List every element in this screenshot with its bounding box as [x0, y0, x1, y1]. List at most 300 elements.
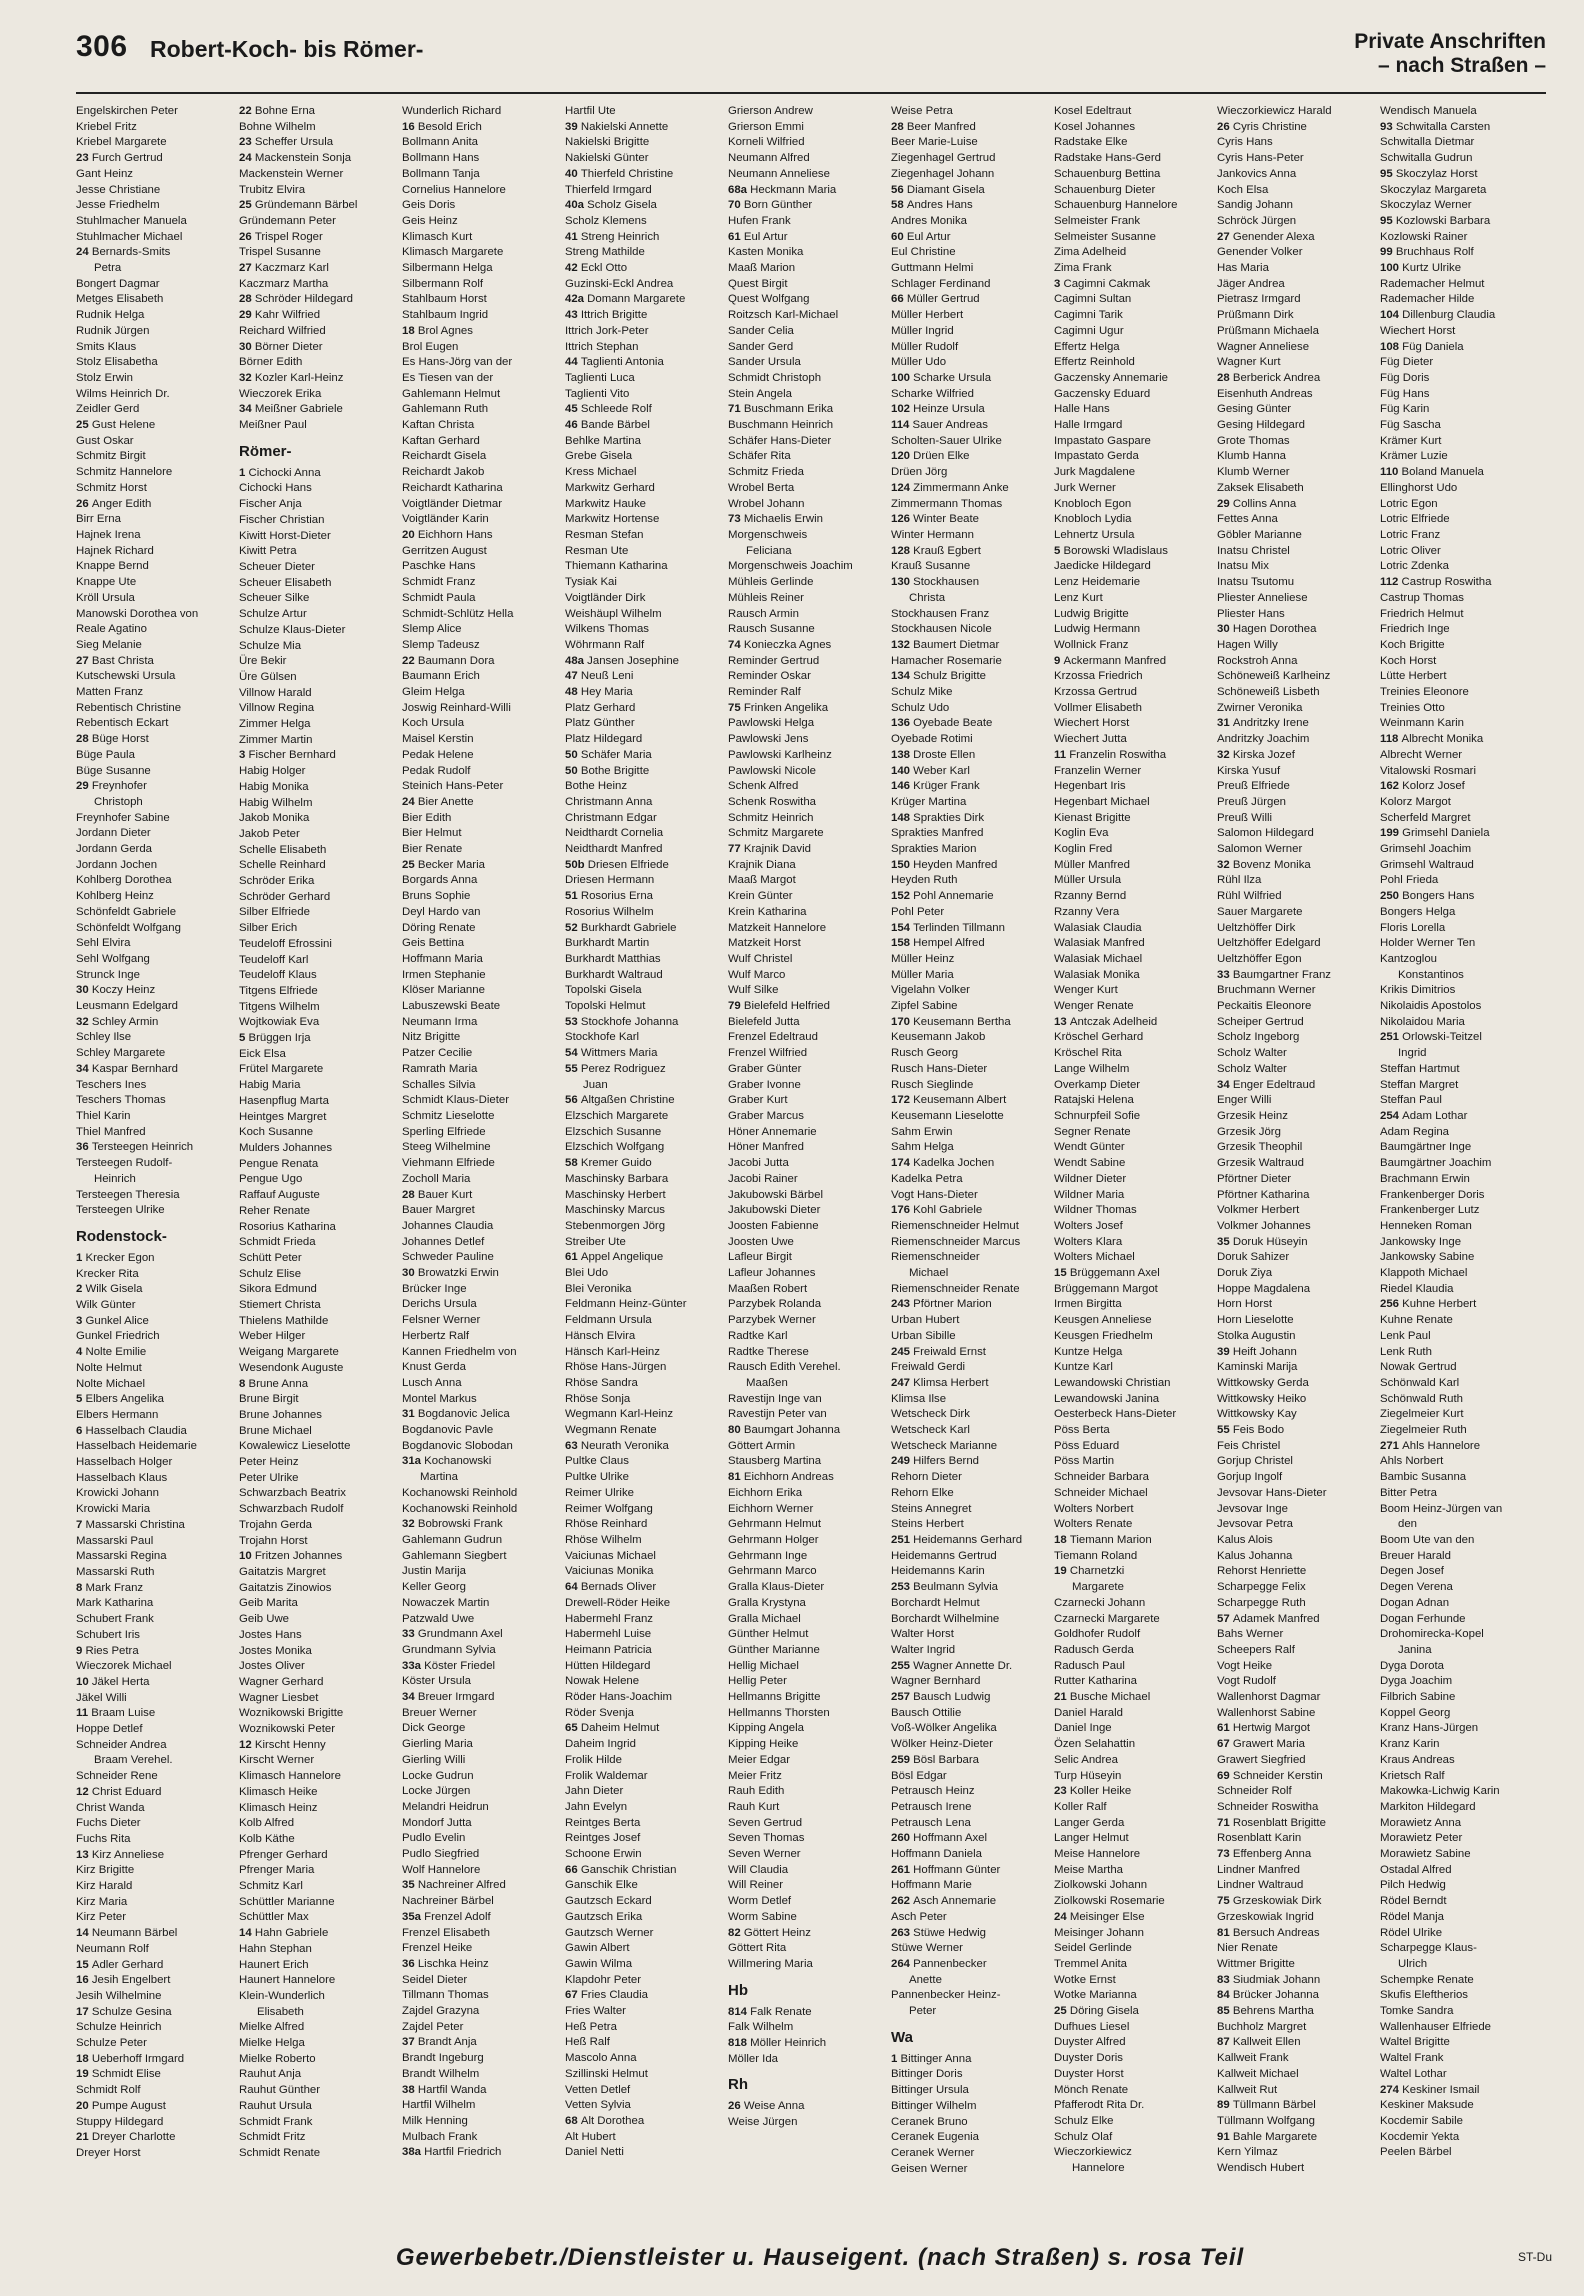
- resident-entry: Habig Wilhelm: [239, 796, 313, 809]
- resident-entry: Reimer Ulrike: [565, 1486, 634, 1499]
- resident-entry: Nowak Helene: [565, 1675, 640, 1688]
- house-number: 82: [728, 1926, 744, 1939]
- resident-entry: 27 Genender Alexa: [1217, 230, 1315, 243]
- resident-entry: Enger Willi: [1217, 1094, 1272, 1107]
- resident-entry: 50 Schäfer Maria: [565, 748, 652, 761]
- house-number: 114: [891, 419, 913, 432]
- resident-entry: Eisenhuth Andreas: [1217, 387, 1313, 400]
- resident-entry: Hahn Stephan: [239, 1942, 312, 1955]
- resident-entry: Stausberg Martina: [728, 1455, 822, 1468]
- house-number: 28: [76, 733, 92, 746]
- resident-entry: Wetscheck Karl: [891, 1424, 970, 1437]
- resident-entry: Franzelin Werner: [1054, 764, 1142, 777]
- entry-continuation: Janina: [1398, 1643, 1432, 1656]
- resident-entry: Ellinghorst Udo: [1380, 481, 1458, 494]
- resident-entry: 8 Brune Anna: [239, 1377, 309, 1390]
- house-number: 81: [1217, 1926, 1233, 1939]
- resident-entry: Lotric Elfriede: [1380, 513, 1450, 526]
- resident-entry: Steffan Paul: [1380, 1094, 1442, 1107]
- house-number: 23: [239, 136, 255, 149]
- resident-entry: Hänsch Karl-Heinz: [565, 1345, 660, 1358]
- house-number: 2: [76, 1283, 86, 1296]
- resident-entry: Grebe Gisela: [565, 450, 633, 463]
- resident-entry: Göttert Armin: [728, 1439, 796, 1452]
- house-number: 70: [728, 199, 744, 212]
- resident-entry: Mark Katharina: [76, 1597, 154, 1610]
- house-number: 28: [402, 1188, 418, 1201]
- resident-entry: 57 Adamek Manfred: [1217, 1612, 1320, 1625]
- resident-entry: Lenz Heidemarie: [1054, 576, 1141, 589]
- resident-entry: 73 Michaelis Erwin: [728, 513, 823, 526]
- entry-continuation: Christoph: [94, 795, 143, 808]
- resident-entry: Ratajski Helena: [1054, 1094, 1134, 1107]
- resident-entry: Schlager Ferdinand: [891, 277, 991, 290]
- resident-entry: Wieczorek Erika: [239, 387, 322, 400]
- resident-entry: Grzesik Jörg: [1217, 1125, 1281, 1138]
- resident-entry: 126 Winter Beate: [891, 513, 980, 526]
- resident-entry: Jurk Magdalene: [1054, 466, 1136, 479]
- resident-entry: Schütt Peter: [239, 1251, 302, 1264]
- resident-entry: Kipping Angela: [728, 1722, 805, 1735]
- resident-entry: Halle Hans: [1054, 403, 1110, 416]
- resident-entry: Castrup Thomas: [1380, 591, 1464, 604]
- resident-entry: Kolorz Margot: [1380, 795, 1451, 808]
- resident-entry: Pannenbecker Heinz-: [891, 1989, 1001, 2002]
- resident-entry: Wegmann Renate: [565, 1424, 657, 1437]
- resident-entry: Doruk Sahizer: [1217, 1251, 1290, 1264]
- resident-entry: 3 Fischer Bernhard: [239, 749, 336, 762]
- resident-entry: Deyl Hardo van: [402, 905, 481, 918]
- house-number: 50: [565, 764, 581, 777]
- resident-entry: Schneider Barbara: [1054, 1471, 1149, 1484]
- resident-entry: Seven Thomas: [728, 1832, 805, 1845]
- resident-entry: Gesing Hildegard: [1217, 419, 1306, 432]
- house-number: 249: [891, 1455, 914, 1468]
- entry-continuation: Margarete: [1072, 1581, 1124, 1594]
- resident-entry: Kosel Edeltraut: [1054, 105, 1132, 117]
- resident-entry: Wagner Bernhard: [891, 1675, 981, 1688]
- resident-entry: Radtke Karl: [728, 1329, 788, 1342]
- resident-entry: Andritzky Joachim: [1217, 733, 1310, 746]
- resident-entry: Ziegenhagel Gertrud: [891, 152, 996, 165]
- entry-continuation: Martina: [420, 1471, 458, 1484]
- resident-entry: Trubitz Elvira: [239, 183, 306, 196]
- resident-entry: Alt Hubert: [565, 2130, 616, 2143]
- footer-code: ST-Du: [1517, 2250, 1552, 2264]
- resident-entry: Krzossa Friedrich: [1054, 670, 1143, 683]
- resident-entry: 70 Born Günther: [728, 199, 813, 212]
- resident-entry: Walasiak Claudia: [1054, 921, 1142, 934]
- resident-entry: Wagner Kurt: [1217, 356, 1281, 369]
- resident-entry: Adam Regina: [1380, 1125, 1450, 1138]
- resident-entry: Müller Udo: [891, 356, 947, 369]
- resident-entry: Scheuer Elisabeth: [239, 576, 332, 589]
- resident-entry: Wallenhorst Dagmar: [1217, 1691, 1321, 1704]
- resident-entry: Stüwe Werner: [891, 1942, 963, 1955]
- resident-entry: Buchholz Margret: [1217, 2020, 1307, 2033]
- resident-entry: Füg Dieter: [1380, 356, 1434, 369]
- house-number: 30: [76, 984, 92, 997]
- resident-entry: 251 Orlowski-Teitzel: [1380, 1031, 1482, 1044]
- house-number: 5: [1054, 544, 1064, 557]
- house-number: 31: [1217, 717, 1233, 730]
- resident-entry: Weise Jürgen: [728, 2116, 798, 2129]
- street-range-title: Robert-Koch- bis Römer-: [150, 36, 424, 62]
- resident-entry: Scharpegge Klaus-: [1380, 1942, 1477, 1955]
- resident-entry: Wenger Renate: [1054, 1000, 1134, 1013]
- resident-entry: 245 Freiwald Ernst: [891, 1345, 986, 1358]
- resident-entry: Schönwald Karl: [1380, 1376, 1460, 1389]
- resident-entry: 84 Brücker Johanna: [1217, 1989, 1319, 2002]
- resident-entry: Kalus Alois: [1217, 1533, 1273, 1546]
- resident-entry: 23 Scheffer Ursula: [239, 136, 334, 149]
- resident-entry: 48a Jansen Josephine: [565, 654, 679, 667]
- resident-entry: Scholz Walter: [1217, 1062, 1287, 1075]
- resident-entry: Nier Renate: [1217, 1942, 1278, 1955]
- resident-entry: 26 Trispel Roger: [239, 230, 323, 243]
- resident-entry: Reminder Oskar: [728, 670, 811, 683]
- resident-entry: 36 Lischka Heinz: [402, 1957, 489, 1970]
- resident-entry: Reminder Gertrud: [728, 654, 820, 667]
- resident-entry: Jesse Friedhelm: [76, 199, 160, 212]
- resident-entry: Rehorn Elke: [891, 1486, 954, 1499]
- house-number: 32: [76, 1015, 92, 1028]
- resident-entry: 102 Heinze Ursula: [891, 403, 985, 416]
- house-number: 30: [239, 340, 255, 353]
- resident-entry: 14 Hahn Gabriele: [239, 1927, 329, 1940]
- resident-entry: Schüttler Marianne: [239, 1895, 335, 1908]
- resident-entry: Markiton Hildegard: [1380, 1800, 1476, 1813]
- resident-entry: Rzanny Bernd: [1054, 890, 1127, 903]
- entry-continuation: Christa: [909, 591, 946, 604]
- resident-entry: Sandig Johann: [1217, 199, 1294, 212]
- resident-entry: 10 Fritzen Johannes: [239, 1550, 343, 1563]
- resident-entry: Stuppy Hildegard: [76, 2115, 164, 2128]
- resident-entry: Feis Christel: [1217, 1439, 1281, 1452]
- house-number: 42: [565, 262, 581, 275]
- resident-entry: Kuntze Helga: [1054, 1345, 1123, 1358]
- resident-entry: Zimmermann Thomas: [891, 497, 1003, 510]
- resident-entry: Sander Gerd: [728, 340, 794, 353]
- resident-entry: Ziolkowski Rosemarie: [1054, 1895, 1165, 1908]
- section-title: Private Anschriften: [1354, 30, 1546, 53]
- resident-entry: 29 Collins Anna: [1217, 497, 1297, 510]
- resident-entry: Strunck Inge: [76, 968, 140, 981]
- resident-entry: 170 Keusemann Bertha: [891, 1015, 1011, 1028]
- resident-entry: 32 Kozler Karl-Heinz: [239, 371, 344, 384]
- resident-entry: Meise Hannelore: [1054, 1848, 1141, 1861]
- resident-entry: Pfafferodt Rita Dr.: [1054, 2099, 1145, 2112]
- resident-entry: 25 Becker Maria: [402, 858, 485, 871]
- resident-entry: Jahn Dieter: [565, 1785, 624, 1798]
- resident-entry: Mühleis Gerlinde: [728, 576, 814, 589]
- resident-entry: Metges Elisabeth: [76, 293, 164, 306]
- house-number: 95: [1380, 167, 1396, 180]
- resident-entry: Hegenbart Michael: [1054, 795, 1150, 808]
- house-number: 17: [76, 2005, 92, 2018]
- resident-entry: Hartfil Ute: [565, 105, 616, 117]
- resident-entry: Nikolaidou Maria: [1380, 1015, 1465, 1028]
- resident-entry: Gawin Wilma: [565, 1957, 633, 1970]
- resident-entry: Keller Georg: [402, 1581, 466, 1594]
- entry-continuation: Ulrich: [1398, 1957, 1428, 1970]
- resident-entry: Preuß Jürgen: [1217, 795, 1287, 808]
- resident-entry: Schulz Udo: [891, 701, 950, 714]
- resident-entry: Klöser Marianne: [402, 984, 485, 997]
- resident-entry: Bitter Petra: [1380, 1486, 1437, 1499]
- resident-entry: Ceranek Eugenia: [891, 2131, 980, 2144]
- house-number: 34: [1217, 1078, 1233, 1091]
- house-number: 50: [565, 748, 581, 761]
- resident-entry: Silbermann Rolf: [402, 277, 484, 290]
- resident-entry: 112 Castrup Roswitha: [1380, 576, 1492, 589]
- house-number: 87: [1217, 2036, 1233, 2049]
- resident-entry: Pöss Martin: [1054, 1455, 1115, 1468]
- resident-entry: Üre Bekir: [239, 655, 287, 668]
- resident-entry: Breuer Harald: [1380, 1549, 1451, 1562]
- house-number: 148: [891, 811, 914, 824]
- resident-entry: Kannen Friedhelm von: [402, 1345, 517, 1358]
- resident-entry: 114 Sauer Andreas: [891, 419, 988, 432]
- resident-entry: 174 Kadelka Jochen: [891, 1157, 995, 1170]
- house-number: 10: [239, 1550, 255, 1563]
- resident-entry: Rudnik Helga: [76, 309, 145, 322]
- resident-entry: Winter Hermann: [891, 528, 974, 541]
- resident-entry: Weise Petra: [891, 105, 953, 117]
- resident-entry: Wolters Renate: [1054, 1518, 1133, 1531]
- resident-entry: Wildner Thomas: [1054, 1204, 1137, 1217]
- resident-entry: Trojahn Gerda: [239, 1518, 313, 1531]
- resident-entry: Knappe Ute: [76, 576, 137, 589]
- street-heading: Römer-: [239, 442, 292, 460]
- house-number: 99: [1380, 246, 1396, 259]
- resident-entry: Maaß Margot: [728, 874, 796, 887]
- resident-entry: Stolka Augustin: [1217, 1329, 1296, 1342]
- resident-entry: Birr Erna: [76, 513, 121, 526]
- resident-entry: Zwirner Veronika: [1217, 701, 1303, 714]
- resident-entry: Grzeskowiak Ingrid: [1217, 1910, 1314, 1923]
- resident-entry: Brüggemann Margot: [1054, 1282, 1158, 1295]
- resident-entry: 80 Baumgart Johanna: [728, 1424, 841, 1437]
- resident-entry: Kirz Brigitte: [76, 1864, 135, 1877]
- resident-entry: Langer Helmut: [1054, 1832, 1129, 1845]
- resident-entry: Meise Martha: [1054, 1863, 1124, 1876]
- resident-entry: Grote Thomas: [1217, 434, 1290, 447]
- resident-entry: Cagimni Tarik: [1054, 309, 1123, 322]
- resident-entry: Selmeister Susanne: [1054, 230, 1156, 243]
- resident-entry: Topolski Helmut: [565, 1000, 646, 1013]
- resident-entry: Wojtkowiak Eva: [239, 1016, 320, 1029]
- resident-entry: Streng Mathilde: [565, 246, 645, 259]
- entry-continuation: Heinrich: [94, 1172, 136, 1185]
- resident-entry: 75 Frinken Angelika: [728, 701, 829, 714]
- resident-entry: 264 Pannenbecker: [891, 1957, 987, 1970]
- resident-entry: Frolik Hilde: [565, 1753, 622, 1766]
- resident-entry: 1 Krecker Egon: [76, 1251, 155, 1264]
- resident-entry: Hellmanns Thorsten: [728, 1706, 830, 1719]
- resident-entry: Pawlowski Nicole: [728, 764, 816, 777]
- resident-entry: 262 Asch Annemarie: [891, 1895, 997, 1908]
- street-heading: Rh: [728, 2076, 748, 2094]
- resident-entry: 12 Kirscht Henny: [239, 1738, 326, 1751]
- house-number: 20: [402, 528, 418, 541]
- resident-entry: 32 Bobrowski Frank: [402, 1518, 503, 1531]
- resident-entry: Topolski Gisela: [565, 984, 642, 997]
- resident-entry: Es Tiesen van der: [402, 371, 494, 384]
- resident-entry: Steins Annegret: [891, 1502, 972, 1515]
- resident-entry: 58 Andres Hans: [891, 199, 973, 212]
- resident-entry: Villnow Regina: [239, 702, 315, 715]
- house-number: 255: [891, 1659, 914, 1672]
- resident-entry: Wulf Christel: [728, 952, 793, 965]
- house-number: 33: [402, 1628, 418, 1641]
- resident-entry: Silber Elfriede: [239, 906, 310, 919]
- resident-entry: Seven Gertrud: [728, 1816, 803, 1829]
- resident-entry: Kaczmarz Martha: [239, 277, 329, 290]
- resident-entry: Labuszewski Beate: [402, 1000, 501, 1013]
- resident-entry: Kallweit Frank: [1217, 2052, 1289, 2065]
- resident-entry: Massarski Paul: [76, 1534, 154, 1547]
- resident-entry: 19 Schmidt Elise: [76, 2068, 161, 2081]
- house-number: 152: [891, 890, 914, 903]
- resident-entry: Schneider Andrea: [76, 1738, 167, 1751]
- resident-entry: Lenz Kurt: [1054, 591, 1103, 604]
- resident-entry: Schmitz Birgit: [76, 450, 146, 463]
- resident-entry: 100 Kurtz Ulrike: [1380, 262, 1462, 275]
- resident-entry: Lusch Anna: [402, 1376, 462, 1389]
- resident-entry: Guzinski-Eckl Andrea: [565, 277, 674, 290]
- house-number: 20: [76, 2099, 92, 2112]
- resident-entry: 34 Enger Edeltraud: [1217, 1078, 1316, 1091]
- resident-entry: Wittkowsky Heiko: [1217, 1392, 1307, 1405]
- house-number: 75: [1217, 1895, 1233, 1908]
- resident-entry: Wotke Ernst: [1054, 1973, 1116, 1986]
- resident-entry: Sieg Melanie: [76, 638, 142, 651]
- resident-entry: Wotke Marianna: [1054, 1989, 1137, 2002]
- resident-entry: Habermehl Luise: [565, 1628, 652, 1641]
- resident-entry: 68a Heckmann Maria: [728, 183, 837, 196]
- resident-entry: 53 Stockhofe Johanna: [565, 1015, 679, 1028]
- resident-entry: Hasselbach Klaus: [76, 1471, 168, 1484]
- resident-entry: Goldhofer Rudolf: [1054, 1628, 1141, 1641]
- resident-entry: Wagner Liesbet: [239, 1691, 319, 1704]
- resident-entry: Zajdel Grazyna: [402, 2005, 480, 2018]
- resident-entry: 79 Bielefeld Helfried: [728, 1000, 830, 1013]
- house-number: 23: [76, 152, 92, 165]
- resident-entry: Rhöse Wilhelm: [565, 1533, 642, 1546]
- resident-entry: 35 Nachreiner Alfred: [402, 1879, 506, 1892]
- resident-entry: Schmitz Heinrich: [728, 811, 814, 824]
- resident-entry: Wesendonk Auguste: [239, 1361, 344, 1374]
- resident-entry: 33 Grundmann Axel: [402, 1628, 503, 1641]
- resident-entry: Platz Hildegard: [565, 733, 643, 746]
- resident-entry: Nolte Michael: [76, 1377, 146, 1390]
- resident-entry: Thielens Mathilde: [239, 1314, 329, 1327]
- resident-entry: Trojahn Horst: [239, 1534, 308, 1547]
- house-number: 23: [1054, 1785, 1070, 1798]
- resident-entry: Nowaczek Martin: [402, 1596, 490, 1609]
- resident-entry: Heß Petra: [565, 2020, 617, 2033]
- resident-entry: Woznikowski Brigitte: [239, 1707, 344, 1720]
- resident-entry: Koller Ralf: [1054, 1800, 1107, 1813]
- resident-entry: Lewandowski Janina: [1054, 1392, 1160, 1405]
- house-number: 67: [565, 1989, 581, 2002]
- resident-entry: 19 Charnetzki: [1054, 1565, 1125, 1578]
- resident-entry: Korneli Wilfried: [728, 136, 805, 149]
- resident-entry: Klimasch Heinz: [239, 1801, 318, 1814]
- resident-entry: Scholz Klemens: [565, 214, 647, 227]
- house-number: 30: [1217, 623, 1233, 636]
- page-header: [76, 30, 1546, 94]
- resident-entry: Quest Wolfgang: [728, 293, 810, 306]
- resident-entry: Krowicki Johann: [76, 1487, 159, 1500]
- resident-entry: Reale Agatino: [76, 623, 147, 636]
- house-number: 24: [1054, 1910, 1070, 1923]
- resident-entry: Johannes Claudia: [402, 1219, 494, 1232]
- house-number: 260: [891, 1832, 914, 1845]
- resident-entry: Joosten Uwe: [728, 1235, 794, 1248]
- resident-entry: Köster Ursula: [402, 1675, 472, 1688]
- resident-entry: 24 Bier Anette: [402, 795, 474, 808]
- house-number: 81: [728, 1471, 744, 1484]
- resident-entry: Slemp Alice: [402, 623, 462, 636]
- resident-entry: Kadelka Petra: [891, 1172, 963, 1185]
- resident-entry: Schempke Renate: [1380, 1973, 1474, 1986]
- resident-entry: 31 Bogdanovic Jelica: [402, 1408, 510, 1421]
- resident-entry: Bittinger Doris: [891, 2068, 963, 2081]
- resident-entry: Tüllmann Wolfgang: [1217, 2115, 1315, 2127]
- resident-entry: Bier Renate: [402, 843, 463, 856]
- house-number: 262: [891, 1895, 914, 1908]
- resident-entry: 28 Beer Manfred: [891, 120, 976, 133]
- resident-entry: Ittrich Jork-Peter: [565, 324, 649, 337]
- resident-entry: Krajnik Diana: [728, 858, 796, 871]
- resident-entry: Schweder Pauline: [402, 1251, 494, 1264]
- resident-entry: 110 Boland Manuela: [1380, 466, 1484, 479]
- resident-entry: Sehl Elvira: [76, 937, 131, 950]
- house-number: 3: [1054, 277, 1064, 290]
- resident-entry: Göttert Rita: [728, 1942, 787, 1955]
- resident-entry: Kröschel Gerhard: [1054, 1031, 1144, 1044]
- resident-entry: Pohl Frieda: [1380, 874, 1439, 887]
- resident-entry: Paschke Hans: [402, 560, 476, 573]
- resident-entry: Wollnick Franz: [1054, 638, 1129, 651]
- resident-entry: Knust Gerda: [402, 1361, 466, 1374]
- resident-entry: 3 Cagimni Cakmak: [1054, 277, 1151, 290]
- house-number: 32: [1217, 858, 1233, 871]
- resident-entry: Tillmann Thomas: [402, 1989, 489, 2002]
- house-number: 154: [891, 921, 914, 934]
- resident-entry: Kranz Hans-Jürgen: [1380, 1722, 1479, 1735]
- resident-entry: 43 Ittrich Brigitte: [565, 309, 648, 322]
- resident-entry: Pedak Rudolf: [402, 764, 471, 777]
- resident-entry: Jaedicke Hildegard: [1054, 560, 1151, 573]
- resident-entry: Tysiak Kai: [565, 576, 617, 589]
- resident-entry: 81 Bersuch Andreas: [1217, 1926, 1320, 1939]
- resident-entry: 85 Behrens Martha: [1217, 2005, 1314, 2018]
- resident-entry: Kallweit Michael: [1217, 2067, 1299, 2080]
- resident-entry: Wulf Silke: [728, 984, 779, 997]
- resident-entry: Resman Stefan: [565, 528, 644, 541]
- house-number: 73: [728, 513, 744, 526]
- house-number: 27: [239, 262, 255, 275]
- resident-entry: Teschers Ines: [76, 1078, 147, 1091]
- resident-entry: Asch Peter: [891, 1910, 947, 1923]
- resident-entry: Dogan Adnan: [1380, 1596, 1450, 1609]
- house-number: 162: [1380, 780, 1403, 793]
- resident-entry: Rudnik Jürgen: [76, 324, 150, 337]
- resident-entry: 41 Streng Heinrich: [565, 230, 660, 243]
